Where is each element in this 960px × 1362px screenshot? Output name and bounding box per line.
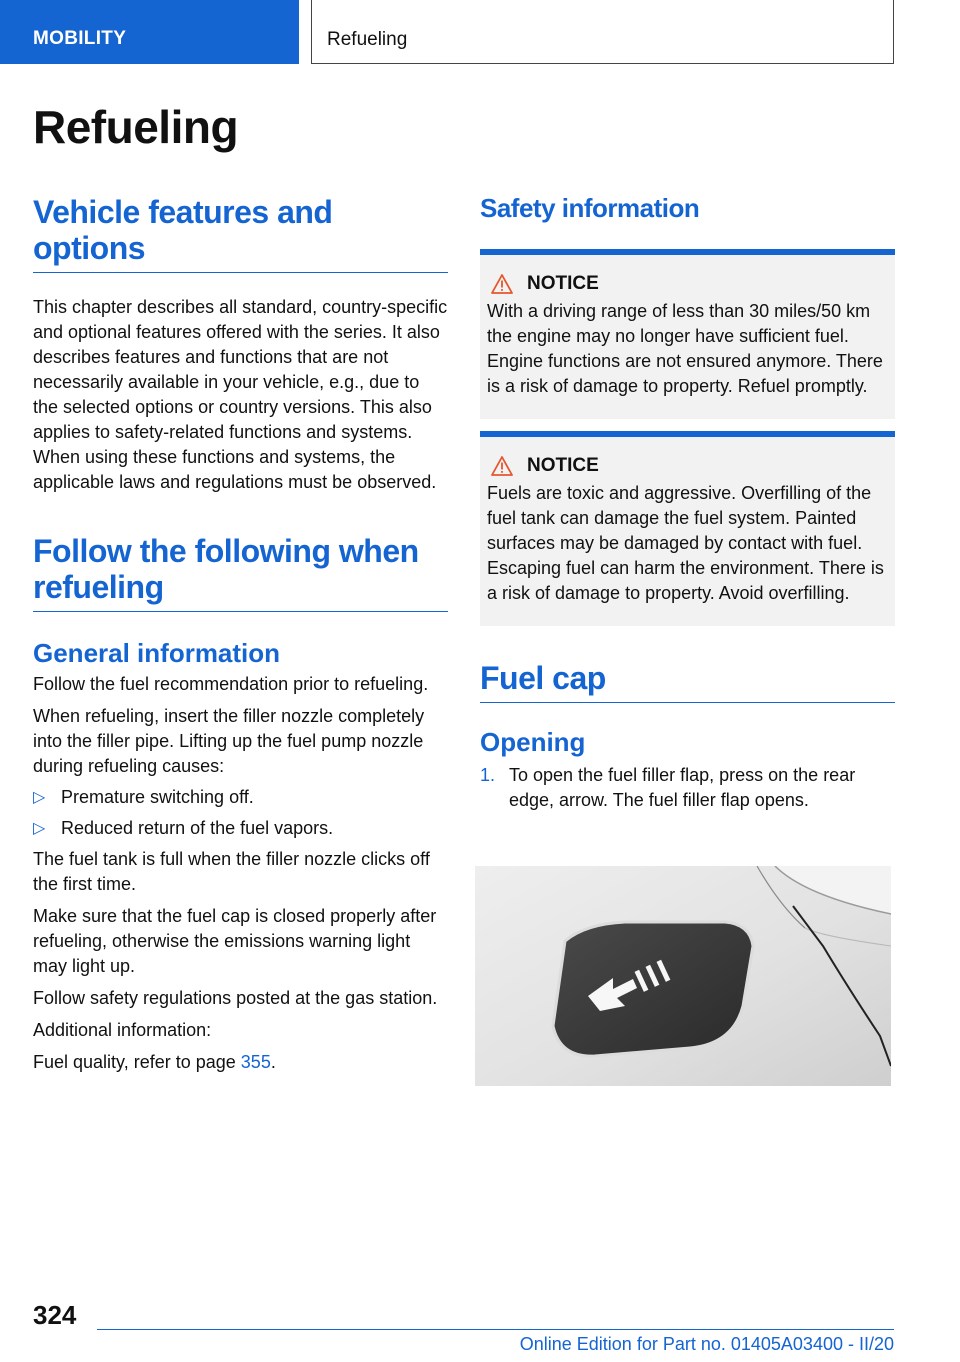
steps-list [480,763,895,813]
notice-text: Fuels are toxic and aggressive. Overfilling of the fuel tank can damage the fuel system. Painted surfaces may be damaged by contact with fuel. Escaping fuel can harm the environment. There is a risk of damage to property. Avoid overfilling. [487,483,884,603]
vehicle-features-text: This chapter describes all standard, country-specific and optional features offered with the series. It also describes features and functions that are not necessarily available in your vehicle, e.g., due to the selected options or country versions. This also applies to safety-related functions and systems. When using these functions and systems, the applicable laws and regulations must be observed. [33,297,448,492]
page-title: Refueling [33,101,239,153]
notice-box [480,431,895,626]
left-column [33,194,448,1075]
header-chapter-box [311,0,894,64]
notice-header [487,455,887,477]
paragraph-fuel-quality-reference: Fuel quality, refer to page 355. [33,1052,276,1072]
list-item: ▷ Reduced return of the fuel vapors. [33,816,448,841]
page-number: 324 [33,1300,77,1330]
warning-triangle-icon [491,456,513,476]
heading-follow-when-refueling: Follow the following when refueling [33,533,448,612]
paragraph-safety-regulations: Follow safety regulations posted at the gas station. [33,988,438,1008]
notice-label: NOTICE [527,455,599,476]
subheading-general-information: General information [33,638,281,668]
notice-label: NOTICE [527,273,599,294]
fuel-filler-flap-photo [475,866,891,1086]
subheading-opening: Opening [480,727,586,757]
paragraph-fuel-cap-closed: Make sure that the fuel cap is closed properly after refueling, otherwise the emissions warning light may light up. [33,906,437,976]
heading-vehicle-features: Vehicle features and options [33,194,448,273]
heading-safety-information: Safety information [480,193,700,223]
notice-header [487,273,887,295]
notice-box [480,249,895,419]
footer-edition: Online Edition for Part no. 01405A03400 - II/20 [519,1334,894,1354]
footer-divider [97,1329,894,1330]
right-column [480,192,895,813]
paragraph-insert-nozzle: When refueling, insert the filler nozzle completely into the filler pipe. Lifting up the fuel pump nozzle during refueling causes: [33,706,425,776]
heading-fuel-cap: Fuel cap [480,660,895,703]
notice-text: With a driving range of less than 30 miles/50 km the engine may no longer have sufficient fuel. Engine functions are not ensured anymore. There is a risk of damage to property. Refuel promptly. [487,301,883,396]
list-item: ▷ Premature switching off. [33,785,448,810]
triangle-bullet-icon: ▷ [33,789,46,806]
bullet-list [33,785,448,841]
list-item: 1. To open the fuel filler flap, press on the rear edge, arrow. The fuel filler flap opens. [480,765,856,810]
header-chapter-label: Refueling [327,29,408,50]
warning-triangle-icon [491,274,513,294]
triangle-bullet-icon: ▷ [33,820,46,837]
header-section-label: MOBILITY [33,28,127,49]
paragraph-additional-information: Additional information: [33,1020,212,1040]
fuel-filler-flap-illustration [475,866,891,1086]
page-reference-link[interactable]: 355 [240,1052,271,1072]
paragraph-tank-full: The fuel tank is full when the filler nozzle clicks off the first time. [33,849,430,894]
paragraph-fuel-recommendation: Follow the fuel recommendation prior to refueling. [33,674,429,694]
header-section-tab [0,0,299,64]
